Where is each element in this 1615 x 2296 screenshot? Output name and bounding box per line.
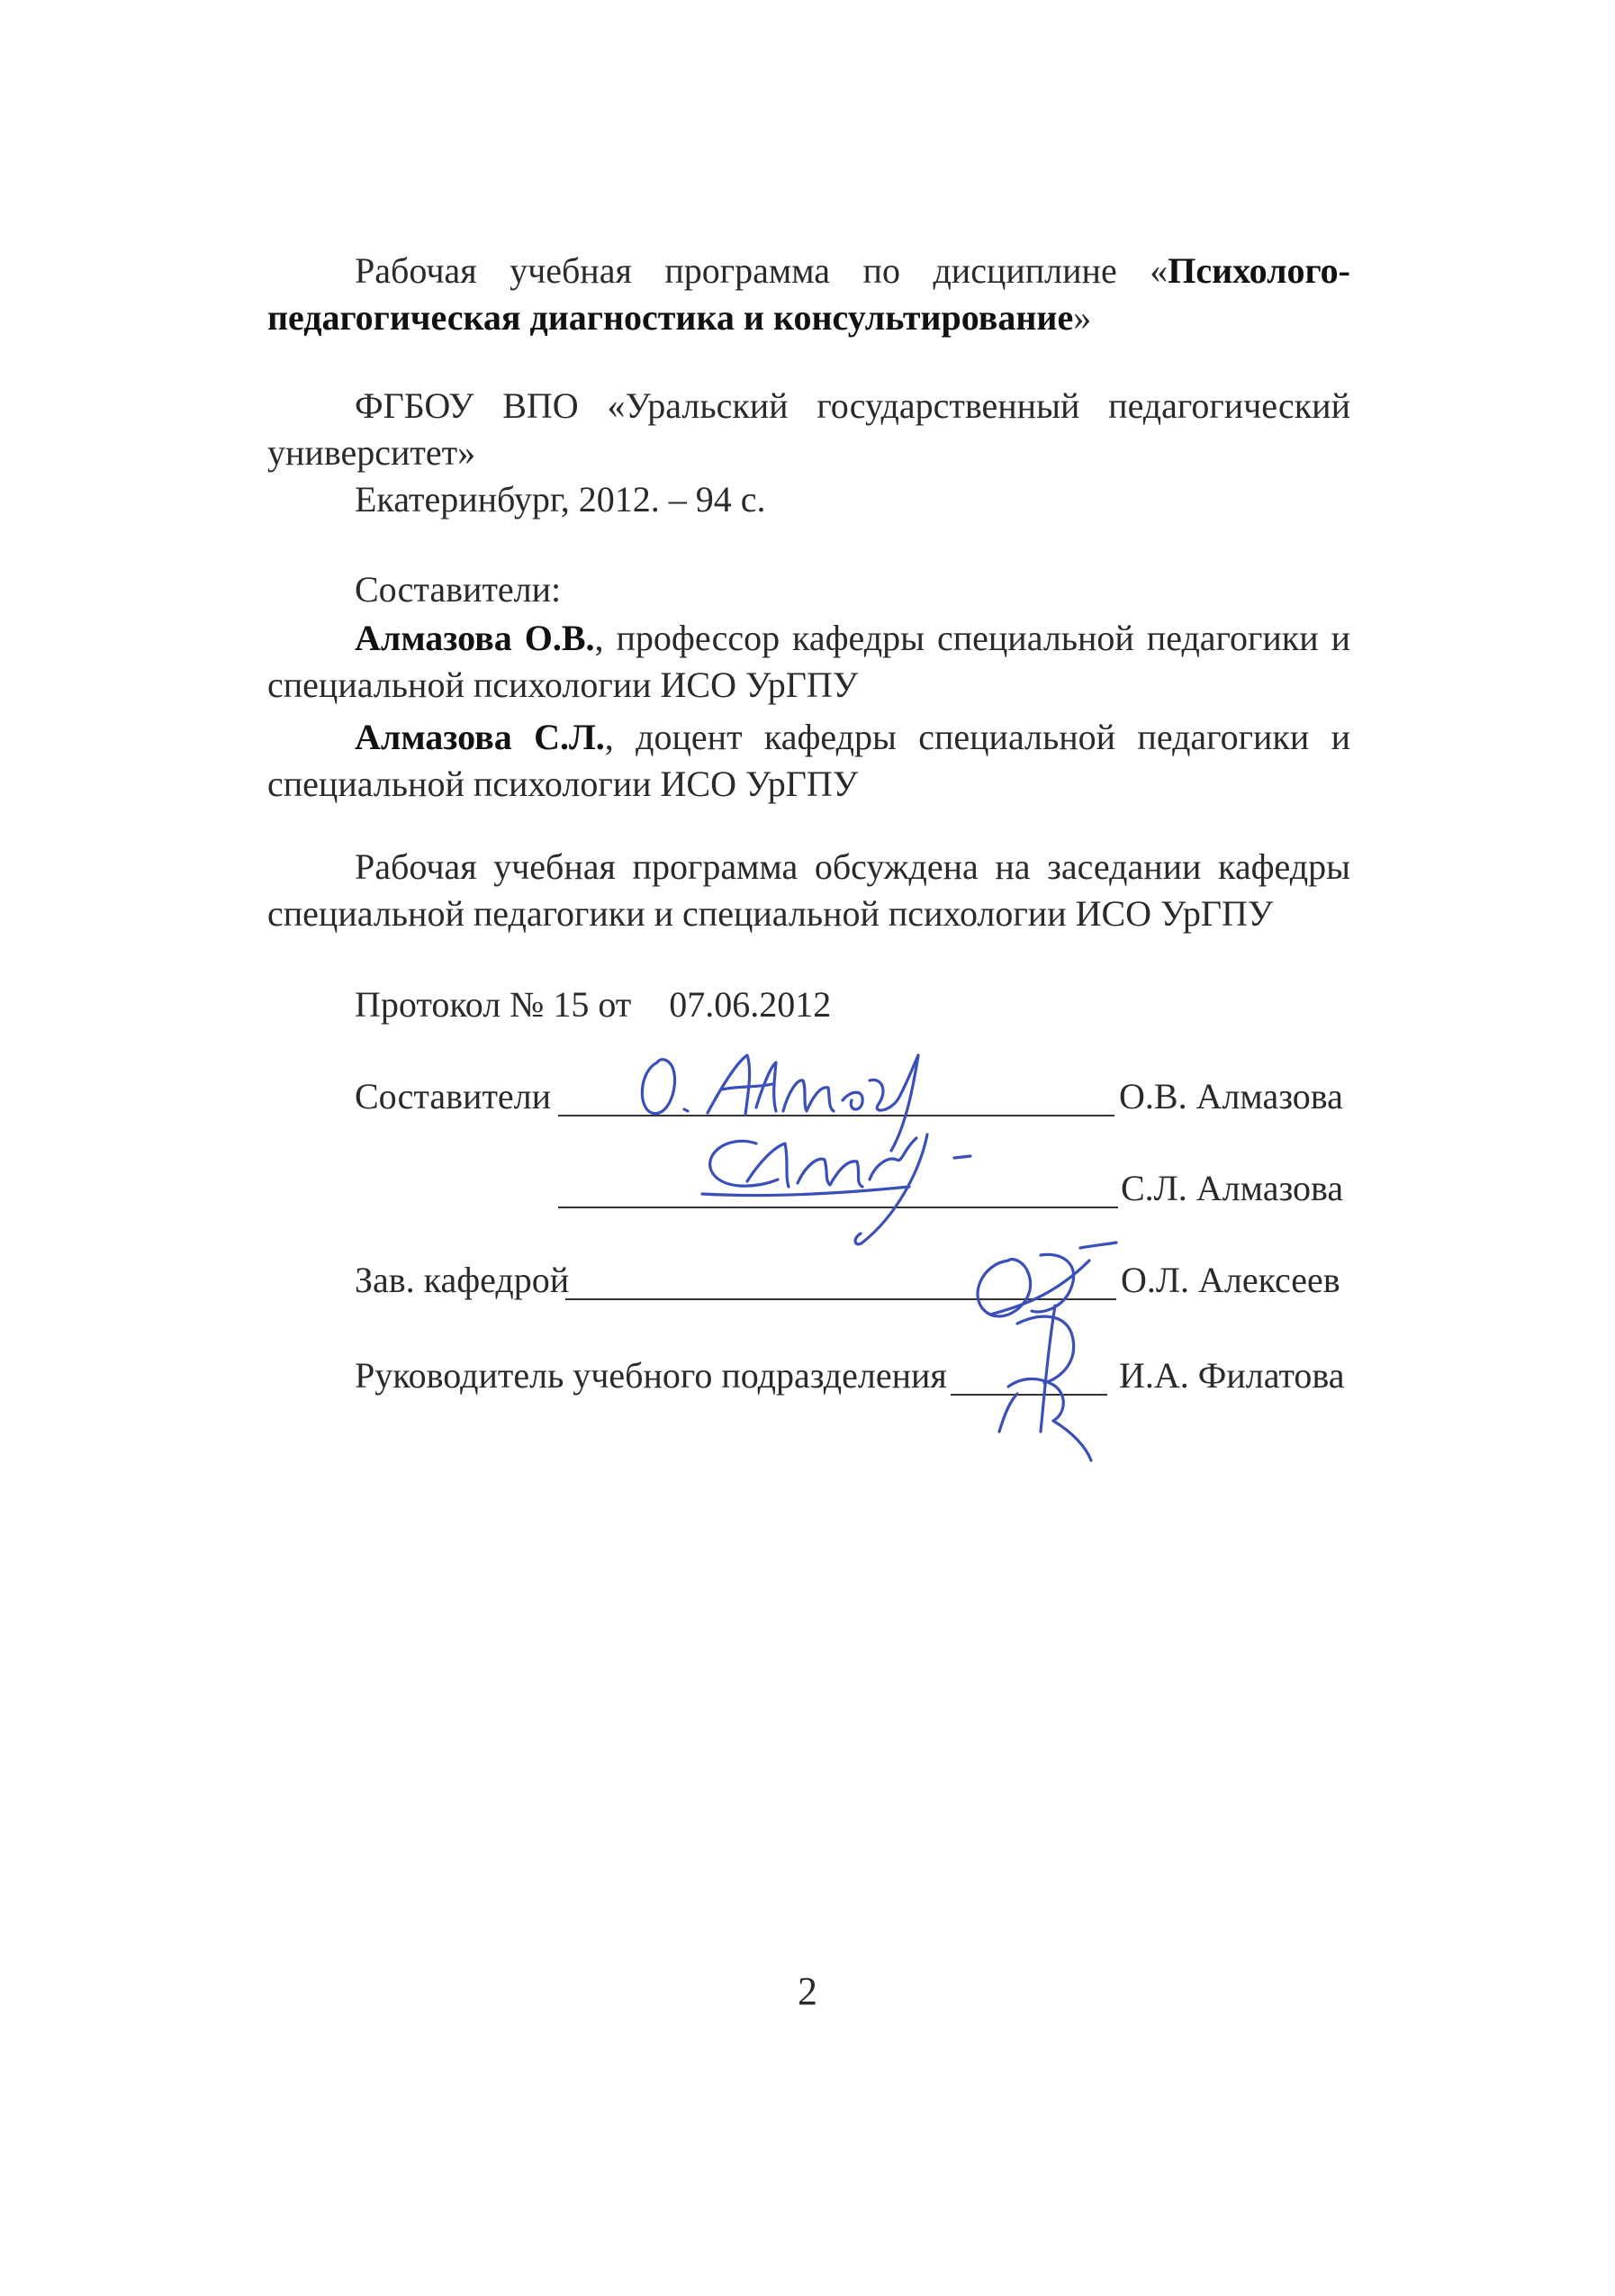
city-year: Екатеринбург, 2012. – 94 с. <box>355 479 766 520</box>
compilers-section <box>267 566 1350 808</box>
signature-line-division <box>951 1394 1107 1396</box>
compiler-name-2: Алмазова С.Л. <box>355 717 605 757</box>
program-title-suffix: » <box>1073 297 1092 338</box>
protocol-label: Протокол № 15 от <box>355 984 632 1025</box>
signature-head-of-department <box>954 1225 1134 1468</box>
compiler-desc-2: , доцент кафедры специальной педагогики и специальной психологии ИСО УрГПУ <box>267 717 1350 804</box>
program-title-prefix: Рабочая учебная программа по дисциплине « <box>355 250 1168 291</box>
signature-line-compiler-1 <box>558 1115 1114 1116</box>
compiler-2-name: С.Л. Алмазова <box>1121 1168 1344 1208</box>
compiler-1-name: О.В. Алмазова <box>1119 1076 1343 1116</box>
institution-paragraph <box>267 383 1350 523</box>
signature-almazova-ov <box>621 1035 981 1162</box>
discussion-paragraph <box>267 844 1350 937</box>
page-number: 2 <box>798 1969 817 2013</box>
protocol-line <box>355 981 831 1028</box>
institution-name: ФГБОУ ВПО «Уральский государственный педагогический университет» <box>267 385 1350 473</box>
signature-line-compiler-2 <box>558 1207 1118 1208</box>
division-name: И.А. Филатова <box>1119 1355 1345 1396</box>
division-label: Руководитель учебного подразделения <box>355 1355 947 1396</box>
compilers-heading: Составители: <box>355 569 562 610</box>
discussion-text: Рабочая учебная программа обсуждена на заседании кафедры специальной педагогики и специальной психологии ИСО УрГПУ <box>267 846 1350 934</box>
signature-line-head <box>565 1298 1116 1300</box>
head-label: Зав. кафедрой <box>355 1260 570 1300</box>
compilers-sign-label: Составители <box>355 1076 552 1116</box>
signature-almazova-sl <box>684 1107 1062 1261</box>
compiler-desc-1: , профессор кафедры специальной педагогики и специальной психологии ИСО УрГПУ <box>267 618 1350 705</box>
compiler-entry-1 <box>267 615 1350 709</box>
compiler-name-1: Алмазова О.В. <box>355 618 595 658</box>
compiler-entry-2 <box>267 714 1350 808</box>
head-name: О.Л. Алексеев <box>1121 1260 1340 1300</box>
program-title-paragraph <box>267 248 1350 341</box>
protocol-date: 07.06.2012 <box>669 984 832 1025</box>
program-title-bold: Психолого-педагогическая диагностика и консультирование <box>267 250 1350 338</box>
